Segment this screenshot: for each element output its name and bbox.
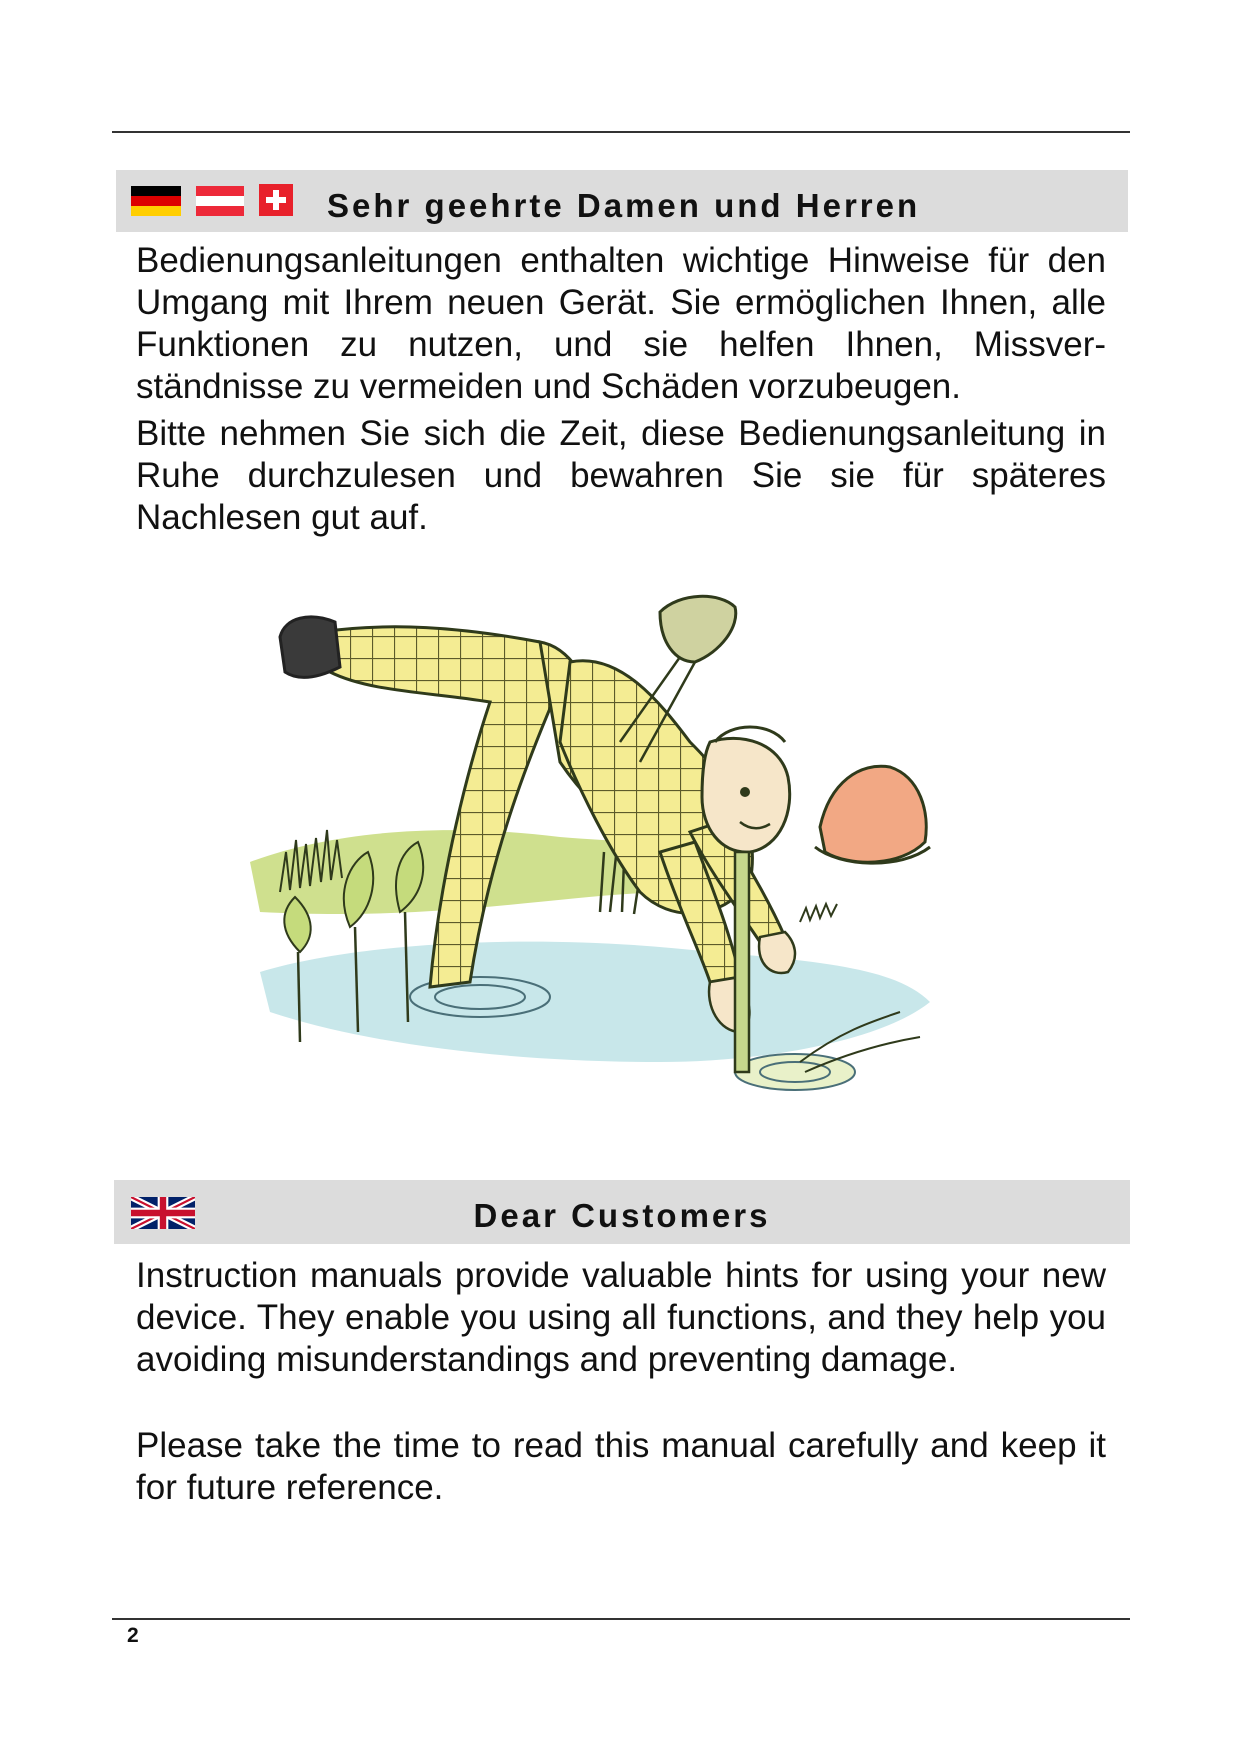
german-paragraph-2: Bitte nehmen Sie sich die Zeit, diese Bedienungsanleitung in Ruhe durchzulesen und bewahren Sie sie für späteres Nachlesen gut auf. — [136, 414, 1106, 537]
footer-rule — [112, 1618, 1130, 1620]
switzerland-flag-icon — [259, 184, 293, 216]
germany-flag-icon — [131, 186, 181, 216]
german-paragraph-1: Bedienungsanleitungen enthalten wichtige Hinweise für den Umgang mit Ihrem neuen Gerät. Sie ermöglichen Ihnen, alle Funktionen zu nutzen, und sie helfen Ihnen, Missverständnisse zu vermeiden und Schäden vorzubeugen. — [136, 241, 1106, 406]
section-header-german — [116, 170, 1128, 232]
header-rule — [112, 131, 1130, 133]
austria-flag-icon — [196, 186, 244, 216]
section-title-english: Dear Customers — [473, 1197, 771, 1234]
section-title-german: Sehr geehrte Damen und Herren — [327, 187, 921, 224]
section-header-english — [114, 1180, 1130, 1244]
english-paragraph-2: Please take the time to read this manual carefully and keep it for future reference. — [136, 1426, 1106, 1507]
english-paragraph-1: Instruction manuals provide valuable hints for using your new device. They enable you using all functions, and they help you avoiding misunderstandings and preventing damage. — [136, 1256, 1106, 1379]
page-number: 2 — [127, 1624, 139, 1647]
man-drinking-from-pond-illustration — [240, 592, 1000, 1152]
